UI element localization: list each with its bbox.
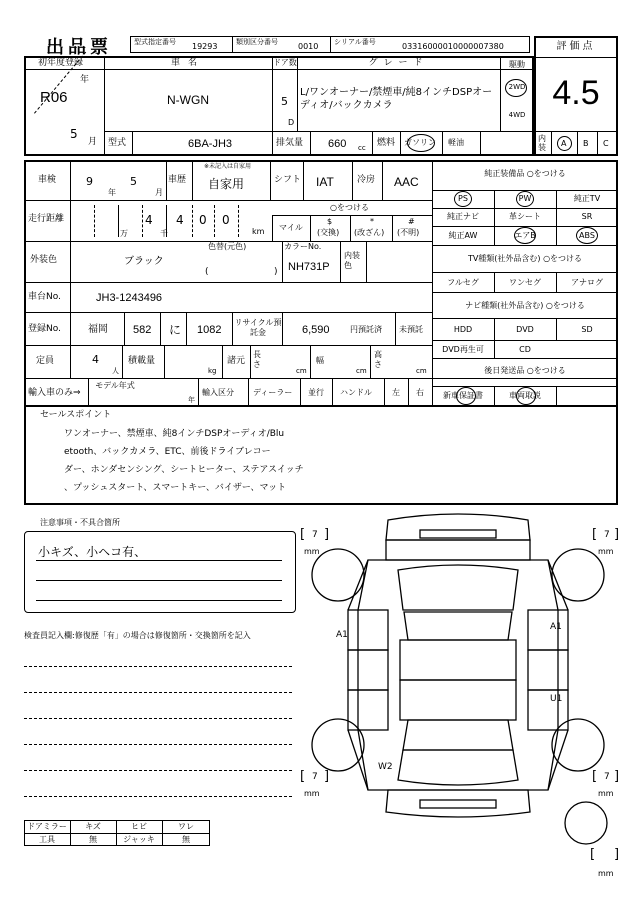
color-code-value: NH731P — [288, 261, 330, 273]
bottom-header-1: キズ — [85, 822, 101, 831]
tire-rr-value: 7 — [604, 772, 610, 782]
interior-c: C — [603, 139, 609, 148]
mileage-unknown: (不明) — [397, 228, 420, 237]
mileage-unit-man: 万 — [120, 229, 128, 238]
equip-tv: 純正TV — [573, 194, 601, 203]
tire-fl-bracket-close: ] — [324, 527, 330, 542]
displacement-value: 660 — [328, 138, 347, 150]
tire-fr-value: 7 — [604, 530, 610, 540]
tire-rl-value: 7 — [312, 772, 318, 782]
dim-height: 高さ — [374, 350, 382, 369]
dim-height-cm: cm — [416, 367, 427, 375]
shaken-month: 5 — [130, 175, 137, 188]
mileage-digit-3: 0 — [199, 213, 207, 227]
history-value: 自家用 — [208, 177, 245, 191]
drive-4wd: 4WD — [508, 111, 526, 119]
first-reg-month-unit: 月 — [88, 137, 98, 147]
serial-label: シリアル番号 — [334, 38, 376, 46]
tv-analog: アナログ — [571, 278, 603, 287]
recycle-unit: 円預託済 — [350, 325, 382, 334]
handle-right: 右 — [416, 388, 424, 397]
bottom-value-2: ジャッキ — [123, 835, 155, 844]
navi-sd: SD — [581, 325, 593, 334]
type-spec-value: 19293 — [192, 42, 218, 51]
shaken-month-unit: 月 — [155, 188, 163, 197]
bottom-header-3: ワレ — [178, 822, 194, 831]
sales-line-4: 、プッシュスタート、スマートキー、バイザー、マット — [64, 483, 287, 493]
tire-fr-bracket: [ — [592, 527, 598, 542]
color-change-label: 色替(元色) — [208, 242, 247, 251]
car-name-label: 車名 — [170, 58, 205, 68]
load-label: 積載量 — [128, 356, 156, 366]
dim-width: 幅 — [316, 356, 324, 365]
color-paren-open: ( — [205, 267, 209, 277]
notes-title: 注意事項・不具合箇所 — [40, 518, 120, 527]
later-manual: 新車保証書 — [443, 391, 483, 400]
interior-a: A — [561, 139, 567, 148]
sales-line-1: ワンオーナー、禁煙車、純8インチDSPオーディオ/Blu — [64, 429, 285, 439]
serial-value: 03316000010000007380 — [402, 42, 504, 51]
mark-rear-bottom: W2 — [378, 762, 393, 772]
sales-label: セールスポイント — [40, 410, 112, 420]
recycle-unpaid: 未預託 — [399, 325, 423, 334]
reg-kana: に — [169, 323, 182, 337]
mileage-digit-4: 0 — [222, 213, 230, 227]
bottom-header-2: ヒビ — [131, 822, 147, 831]
equip-leather: 革シート — [509, 212, 541, 221]
mileage-digit-1: 4 — [145, 213, 153, 227]
tire-fl-bracket: [ — [300, 527, 306, 542]
mileage-asterisk: * — [370, 217, 374, 226]
navi-title: ナビ種類(社外品含む) ○をつける — [465, 301, 585, 310]
import-label: 輸入車のみ⇒ — [28, 388, 81, 398]
color-paren-close: ) — [274, 267, 278, 277]
later-title: 後日発送品 ○をつける — [484, 366, 566, 375]
sales-line-2: etooth、バックカメラ、ETC、前後ドライブレコー — [64, 447, 271, 457]
import-dealer: ディーラー — [253, 388, 293, 397]
interior-color-label: 内装色 — [344, 251, 360, 270]
first-reg-year-unit: 年 — [80, 75, 90, 85]
mileage-hash: # — [408, 217, 415, 226]
tire-rr-bracket: [ — [592, 769, 598, 784]
tv-fullseg: フルセグ — [447, 278, 479, 287]
spare-bracket: [ — [590, 847, 596, 862]
sales-line-3: ダー、ホンダセンシング、シートヒーター、ステアスイッチ — [64, 465, 304, 475]
navi-cd: CD — [519, 345, 531, 354]
capacity-unit: 人 — [112, 367, 119, 375]
tire-fl-value: 7 — [312, 530, 318, 540]
drive-2wd: 2WD — [508, 83, 526, 91]
reg-region: 福岡 — [88, 324, 108, 335]
equip-ps: PS — [458, 194, 468, 203]
car-name-value: N-WGN — [167, 93, 209, 107]
shaken-year: 9 — [86, 175, 93, 188]
shift-value: IAT — [316, 175, 334, 189]
tire-fr-bracket-close: ] — [614, 527, 620, 542]
tire-rl-unit: mm — [304, 789, 320, 798]
shaken-label: 車検 — [38, 175, 57, 185]
equip-navi: 純正ナビ — [447, 212, 479, 221]
rating-value: 4.5 — [552, 74, 600, 112]
history-label: 車歴 — [168, 175, 187, 185]
first-reg-label: 初年度登録 — [38, 58, 84, 68]
mark-right-rear: U1 — [550, 694, 563, 704]
spare-bracket-close: ] — [614, 847, 620, 862]
shaken-year-unit: 年 — [108, 188, 116, 197]
reg-class-no: 582 — [133, 324, 152, 336]
displacement-label: 排気量 — [276, 138, 304, 148]
model-value: 6BA-JH3 — [188, 138, 233, 150]
dim-label: 諸元 — [227, 356, 246, 366]
fuel-light: 軽油 — [448, 138, 464, 147]
displacement-unit: cc — [358, 144, 366, 152]
load-unit: kg — [208, 367, 217, 375]
tire-rr-unit: mm — [598, 789, 614, 798]
dim-length-cm: cm — [296, 367, 307, 375]
reg-number: 1082 — [197, 324, 222, 336]
mark-right-front: A1 — [550, 622, 562, 632]
capacity-value: 4 — [92, 353, 99, 366]
mileage-exchange: (交換) — [317, 228, 340, 237]
bottom-header-0: ドアミラー — [27, 822, 67, 831]
first-reg-year: R06 — [40, 89, 68, 106]
category-label: 類別区分番号 — [236, 38, 278, 46]
later-book: 車両取説 — [509, 391, 541, 400]
page-title: 出品票 — [46, 37, 112, 57]
mileage-check-note: ○をつける — [330, 203, 369, 212]
capacity-label: 定員 — [36, 356, 55, 366]
color-value: ブラック — [124, 256, 164, 267]
model-year-unit: 年 — [188, 396, 195, 404]
first-reg-month: 5 — [70, 127, 78, 141]
import-type-label: 輸入区分 — [202, 388, 234, 397]
reg-label: 登録No. — [28, 324, 61, 334]
grade-value: L/ワンオーナー/禁煙車/純8インチDSPオーディオ/バックカメラ — [300, 87, 493, 111]
tv-oneseg: ワンセグ — [509, 278, 541, 287]
car-diagram — [308, 500, 608, 830]
history-note: ※未記入は自家用 — [204, 163, 252, 170]
fuel-gasoline: ガソリン — [404, 138, 436, 147]
tire-rl-bracket: [ — [300, 769, 306, 784]
dim-length: 長さ — [253, 350, 261, 369]
bottom-value-3: 無 — [182, 835, 190, 844]
tire-rl-bracket-close: ] — [324, 769, 330, 784]
doors-sub: D — [288, 118, 295, 127]
inspector-title: 検査員記入欄:修復歴「有」の場合は修復箇所・交換箇所を記入 — [24, 631, 251, 640]
import-parallel: 並行 — [308, 388, 324, 397]
doors-value: 5 — [281, 95, 288, 108]
tire-fl-unit: mm — [304, 547, 320, 556]
model-label: 型式 — [108, 138, 127, 148]
mileage-dollar: $ — [327, 217, 333, 226]
tire-rr-bracket-close: ] — [614, 769, 620, 784]
navi-dvd: DVD — [516, 325, 534, 334]
color-label: 外装色 — [30, 255, 58, 265]
spare-tire-icon — [563, 800, 609, 846]
recycle-label: リサイクル預託金 — [234, 318, 282, 337]
category-value: 0010 — [298, 42, 319, 51]
bottom-value-0: 工具 — [39, 835, 55, 844]
type-spec-label: 型式指定番号 — [134, 38, 176, 46]
equipment-title: 純正装備品 ○をつける — [484, 169, 566, 178]
aircon-label: 冷房 — [357, 175, 376, 185]
equip-pw: PW — [518, 194, 532, 203]
notes-line-1: 小キズ、小ヘコ有、 — [38, 545, 147, 559]
drive-label: 駆動 — [509, 60, 525, 69]
mileage-km: km — [252, 227, 265, 236]
grade-label: グレード — [368, 58, 429, 68]
equip-aw: 純正AW — [448, 231, 478, 240]
tire-fr-unit: mm — [598, 547, 614, 556]
equip-airbag: エアB — [514, 231, 536, 240]
mileage-label: 走行距離 — [28, 214, 65, 224]
mileage-unit-sen: 千 — [160, 229, 168, 238]
tv-title: TV種類(社外品含む) ○をつける — [467, 254, 583, 263]
recycle-value: 6,590 — [302, 324, 330, 336]
fuel-label: 燃料 — [377, 138, 396, 148]
chassis-label: 車台No. — [28, 292, 61, 302]
interior-label: 内装 — [538, 134, 546, 152]
color-code-label: カラーNo. — [284, 242, 322, 251]
shift-label: シフト — [274, 175, 302, 185]
handle-label: ハンドル — [340, 388, 372, 397]
mileage-tamper: (改ざん) — [354, 228, 385, 237]
chassis-value: JH3-1243496 — [96, 292, 163, 304]
interior-b: B — [583, 139, 589, 148]
mark-left-front: A1 — [336, 630, 348, 640]
spare-unit: mm — [598, 869, 614, 878]
model-year-label: モデル年式 — [95, 381, 135, 390]
bottom-value-1: 無 — [89, 835, 97, 844]
aircon-value: AAC — [394, 175, 419, 189]
navi-hdd: HDD — [453, 325, 473, 334]
mileage-mile: マイル — [279, 223, 303, 232]
equip-sr: SR — [581, 212, 593, 221]
handle-left: 左 — [392, 388, 400, 397]
navi-dvd-play: DVD再生可 — [442, 345, 484, 354]
equip-abs: ABS — [579, 231, 595, 240]
mileage-digit-2: 4 — [176, 213, 184, 227]
rating-label: 評価点 — [556, 41, 596, 52]
doors-label: ドア数 — [273, 58, 297, 67]
dim-width-cm: cm — [356, 367, 367, 375]
